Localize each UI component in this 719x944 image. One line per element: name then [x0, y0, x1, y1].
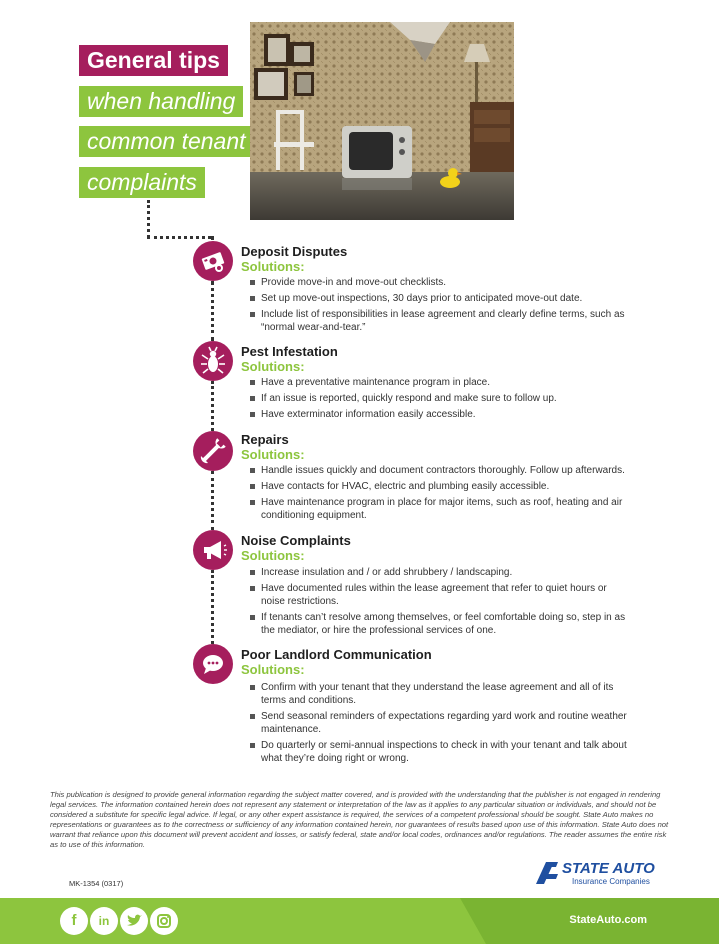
- speech-bubble-icon: [193, 644, 233, 684]
- timeline-dots: [211, 381, 214, 431]
- bug-icon: [193, 341, 233, 381]
- section-subtitle: Solutions:: [241, 548, 305, 563]
- list-item: Increase insulation and / or add shrubbery / landscaping.: [250, 566, 630, 579]
- list-item: Send seasonal reminders of expectations regarding yard work and routine weather maintenance.: [250, 710, 630, 736]
- money-icon: [193, 241, 233, 281]
- solution-list: [250, 681, 630, 768]
- solution-list: [250, 464, 630, 525]
- list-item: Do quarterly or semi-annual inspections to check in with your tenant and talk about what they’re doing right or wrong.: [250, 739, 630, 765]
- section-title: Noise Complaints: [241, 533, 351, 548]
- title-line-2: when handling: [79, 86, 243, 117]
- facebook-icon[interactable]: f: [60, 907, 88, 935]
- legal-disclaimer: This publication is designed to provide general information regarding the subject matter covered, and is provided with the understanding that the publisher is not engaged in rendering legal services. The information contained herein does not represent any statement or interpretation of the law as it applies to any particular situation or individuals, and should not be considered a substitute for specific legal advice. If legal, or any other expert assistance is required, the services of a competent professional should be sought. State Auto makes no representations or guarantees as to the correctness or sufficiency of any information contained herein, nor guarantees of results based upon use of this information. State Auto does not warrant that reliance upon this document will prevent accident and losses, or satisfy federal, state and/or local codes, ordinances and/or regulations. The reader assumes the entire risk as to use of this information.: [50, 790, 669, 849]
- connector-line-horizontal: [147, 236, 211, 239]
- section-title: Deposit Disputes: [241, 244, 348, 259]
- list-item: Provide move-in and move-out checklists.: [250, 276, 630, 289]
- title-line-1: General tips: [79, 45, 228, 76]
- list-item: Confirm with your tenant that they understand the lease agreement and all of its terms and conditions.: [250, 681, 630, 707]
- list-item: Have exterminator information easily accessible.: [250, 408, 630, 421]
- section-title: Poor Landlord Communication: [241, 647, 432, 662]
- state-auto-logo: [534, 858, 684, 890]
- timeline-dots: [211, 471, 214, 530]
- list-item: Have a preventative maintenance program in place.: [250, 376, 630, 389]
- website-link[interactable]: StateAuto.com: [569, 914, 647, 926]
- list-item: Handle issues quickly and document contractors thoroughly. Follow up afterwards.: [250, 464, 630, 477]
- timeline-dots: [211, 281, 214, 341]
- list-item: If tenants can’t resolve among themselves, or feel comfortable doing so, step in as the mediator, or hire the professional services of one.: [250, 611, 630, 637]
- state-auto-mark-icon: [534, 860, 560, 886]
- logo-tagline: Insurance Companies: [572, 877, 650, 886]
- list-item: Have documented rules within the lease agreement that refer to quiet hours or noise restrictions.: [250, 582, 630, 608]
- title-line-3: common tenant: [79, 126, 254, 157]
- linkedin-icon[interactable]: in: [90, 907, 118, 935]
- list-item: Have maintenance program in place for major items, such as roof, heating and air conditioning equipment.: [250, 496, 630, 522]
- connector-line-vertical: [147, 200, 150, 238]
- form-code: MK-1354 (0317): [69, 879, 124, 888]
- timeline-dots: [211, 570, 214, 644]
- list-item: Have contacts for HVAC, electric and plumbing easily accessible.: [250, 480, 630, 493]
- section-title: Repairs: [241, 432, 289, 447]
- list-item: If an issue is reported, quickly respond and make sure to follow up.: [250, 392, 630, 405]
- instagram-icon[interactable]: [150, 907, 178, 935]
- section-subtitle: Solutions:: [241, 259, 305, 274]
- logo-name: STATE AUTO: [562, 860, 655, 877]
- wrench-icon: [193, 431, 233, 471]
- twitter-icon[interactable]: [120, 907, 148, 935]
- list-item: Set up move-out inspections, 30 days prior to anticipated move-out date.: [250, 292, 630, 305]
- solution-list: [250, 376, 630, 424]
- solution-list: [250, 276, 630, 337]
- section-subtitle: Solutions:: [241, 447, 305, 462]
- section-title: Pest Infestation: [241, 344, 338, 359]
- list-item: Include list of responsibilities in lease agreement and clearly define terms, such as “normal wear-and-tear.”: [250, 308, 630, 334]
- title-line-4: complaints: [79, 167, 205, 198]
- flooded-room-photo: [250, 22, 514, 220]
- solution-list: [250, 566, 630, 640]
- section-subtitle: Solutions:: [241, 359, 305, 374]
- section-subtitle: Solutions:: [241, 662, 305, 677]
- megaphone-icon: [193, 530, 233, 570]
- footer-bar: [0, 898, 719, 944]
